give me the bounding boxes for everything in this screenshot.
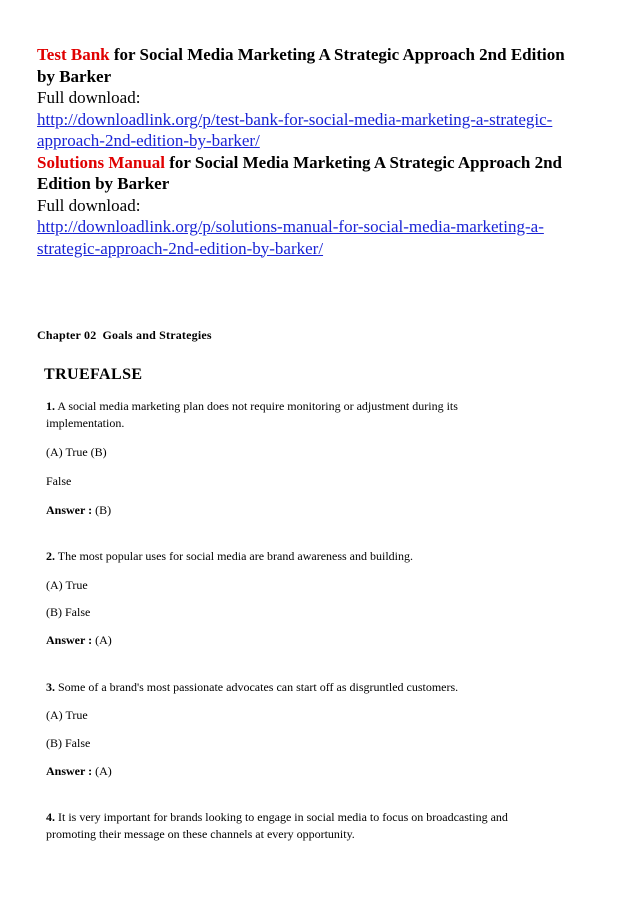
question-1: 1. A social media marketing plan does not require monitoring or adjustment during its implementation. — [46, 399, 458, 430]
question-1-option-a: (A) True (B) — [46, 445, 107, 459]
question-2-option-b: (B) False — [46, 605, 91, 619]
test-bank-title: Test Bank for Social Media Marketing A Strategic Approach 2nd Edition — [37, 45, 565, 64]
solutions-manual-full-download: Full download: — [37, 195, 141, 215]
solutions-manual-link[interactable]: http://downloadlink.org/p/solutions-manual-for-social-media-marketing-a- strategic-approach-2nd-edition-by-barker/ — [37, 217, 544, 258]
test-bank-label: Test Bank — [37, 45, 110, 64]
question-2-option-a: (A) True — [46, 578, 88, 592]
section-title: TRUEFALSE — [44, 366, 143, 383]
test-bank-full-download: Full download: — [37, 88, 141, 107]
question-3: 3. Some of a brand's most passionate advocates can start off as disgruntled customers. — [46, 680, 459, 694]
solutions-manual-title: Solutions Manual for Social Media Marketing A Strategic Approach 2nd — [37, 152, 562, 172]
question-2: 2. The most popular uses for social media are brand awareness and building. — [46, 549, 414, 563]
download-header — [37, 44, 597, 259]
question-3-option-a: (A) True — [46, 708, 88, 722]
test-bank-link[interactable]: http://downloadlink.org/p/test-bank-for-social-media-marketing-a-strategic- approach-2nd-edition-by-barker/ — [37, 109, 553, 150]
question-3-option-b: (B) False — [46, 736, 91, 750]
test-bank-title-cont: by Barker — [37, 66, 112, 86]
question-1-option-b: False — [46, 474, 72, 488]
solutions-manual-label: Solutions Manual — [37, 152, 166, 172]
question-2-answer: Answer : (A) — [46, 633, 112, 647]
chapter-heading — [37, 328, 218, 343]
question-4: 4. It is very important for brands looking to engage in social media to focus on broadcasting and promoting their message on these channels at every opportunity. — [46, 810, 508, 841]
question-3-answer: Answer : (A) — [46, 764, 112, 778]
solutions-manual-title-cont: Edition by Barker — [37, 174, 170, 193]
chapter-number: Chapter 02 — [37, 328, 97, 342]
chapter-title: Goals and Strategies — [102, 328, 212, 342]
question-1-answer: Answer : (B) — [46, 503, 112, 517]
